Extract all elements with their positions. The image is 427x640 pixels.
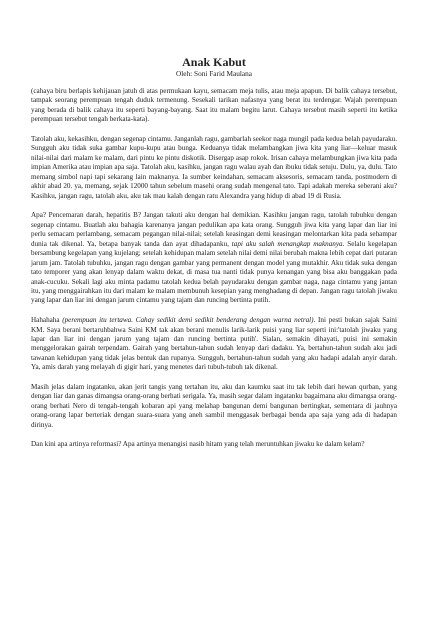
text-segment: (cahaya biru berlapis kehijauan jatuh di atas permukaan kayu, semacam meja tulis, atau meja apapun. Di balik cahaya tersebut, tampak seorang perempuan tengah duduk termenung. Sesekali tarikan nafasnya yang berat itu terdengar. Wajah perempuan yang berada di balik cahaya itu seperti bayang-bayang. Saat itu malam begitu larut. Cahaya tersebut masih seperti itu ketika perempuan tersebut tengah berkata-kata). bbox=[31, 87, 397, 124]
paragraph-p1 bbox=[31, 87, 397, 125]
text-segment: . Ini pesti bukan sajak Saini KM. Saya berani bertaruhbahwa Saini KM tak akan berani menulis larik-larik puisi yang liar seperti ini:'tatolah jiwaku yang lapar dan liar ini dengan jarum yang tajam dan runcing bertinta putih'. Sialan, semakin dihayati, puisi ini semakin menggelorakan gairah terpendam. Gairah yang bertahun-tahun sudah lenyap dari dadaku. Ya, bertahun-tahun sudah aku jadi tawanan kehidupan yang tidak jelas bentuk dan rupanya. Sungguh, bertahun-tahun sudah yang aku hadapi adalah anyir darah. Ya, amis darah yang melayah di gigir hari, yang menetes dari tubuh-tubuh tak dikenal. bbox=[31, 316, 397, 372]
paragraph-p3 bbox=[31, 211, 397, 306]
italic-text-segment: (perempuan itu tertawa. Cahay sedikit demi sedikit benderang dengan warna netral) bbox=[62, 316, 314, 325]
document-body bbox=[31, 87, 397, 450]
text-segment: Masih jelas dalam ingatanku, akan jerit tangis yang tertahan itu, aku dan kaumku saat itu tak lebih dari hewan qurban, yang dengan liar dan ganas dimangsa orang-orang berhati serigala. Ya, masih segar dalam ingatanku bagaimana aku dimangsa orang-orang berhati Nero di tengah-tengah kobaran api yang melahap bangunan demi bangunan bertingkat, sementara di jauhnya orang-orang lapar berteriak dengan suara-suara yang aneh sambil menggasak berbagai benda apa saja yang ada di hadapan dirinya. bbox=[31, 382, 397, 429]
text-segment: Dan kini apa artinya reformasi? Apa artinya menangisi nasib hitam yang telah meruntuhkan jiwaku ke dalam kelam? bbox=[31, 440, 365, 449]
document-title: Anak Kabut bbox=[182, 55, 246, 69]
text-segment: Hahahaha bbox=[31, 316, 63, 325]
italic-text-segment: tapi aku salah menangkap maknanya bbox=[231, 239, 343, 248]
paragraph-p6 bbox=[31, 440, 397, 449]
paragraph-p4 bbox=[31, 316, 397, 373]
paragraph-p2 bbox=[31, 135, 397, 201]
text-segment: Apa? Pencemaran darah, hepatitis B? Jangan takuti aku dengan hal demikian. Kasihku jangan ragu, tatolah tubuhku dengan segenap cintamu. Buatlah aku bahagia karenanya jangan pedulikan apa kata orang. Sungguh jiwa kita yang lapar dan liar ini perlu semacam perlambang, semacam pegangan nilai-nilai; setelah keasingan demi keasingan melontarkan kita pada sehampar dunia tak dikenal. Ya, betapa banyak tanda dan ayat dihadapanku, bbox=[31, 211, 397, 248]
paragraph-p5 bbox=[31, 383, 397, 430]
text-segment: Tatolah aku, kekasihku, dengan segenap cintamu. Janganlah ragu, gambarlah seekor naga mungil pada kedua belah payudaraku. Sungguh aku tidak suka gambar kupu-kupu atau bunga. Keduanya tidak melambangkan jiwa kita yang liar—keluar masuk nilai-nilai dari malam ke malam, dari pintu ke pintu diskotik. Disergap asap rokok. Irisan cahaya melambungkan jiwa kita pada impian Amerika atau impian apa saja. Tatolah aku, kasihku, jangan ragu walau ayah dan ibuku tidak setuju. Dulu, ya, dulu. Tato memang simbol napi tapi sekarang lain maknanya. Ia sumber keindahan, semacam aksesoris, semacam tanda, postmodern di akhir abad 20. ya, memang, sejak 12000 tahun sebelum masehi orang sudah mengenal tato. Tapi adakah mereka seberani aku? Kasihku, jangan ragu, tatolah aku, aku tak mau kalah dengan ratu Alexandra yang hidup di abad 19 di Rusia. bbox=[31, 135, 397, 200]
text-segment: . Selalu kegelapan bersambung kegelapan yang kujelang; setelah kehidupan malam setelah nilai demi nilai berubah makna lebih cepat dari putaran jarum jam. Tatolah tubuhku, jangan ragu dengan gambar yang permanent dengan model yang mutakhir. Aku tidak suka dengan tato temporer yang akan lenyap dalam waktu dekat, di masa tua nanti tidak punya kenangan yang bisa aku banggakan pada anak-cucuku. Sekali lagi aku minta padamu tatolah kedua belah payudaraku dengan gambar naga, naga cintamu yang jantan itu, yang menggairahkan itu dari malam ke malam membunuh kesepian yang menghadang di depan. Jangan ragu tatolah jiwaku yang lapar dan liar ini dengan jarum cintamu yang tajam dan runcing bertinta putih. bbox=[31, 239, 397, 305]
document-author: Oleh: Soni Farid Maulana bbox=[176, 69, 252, 78]
